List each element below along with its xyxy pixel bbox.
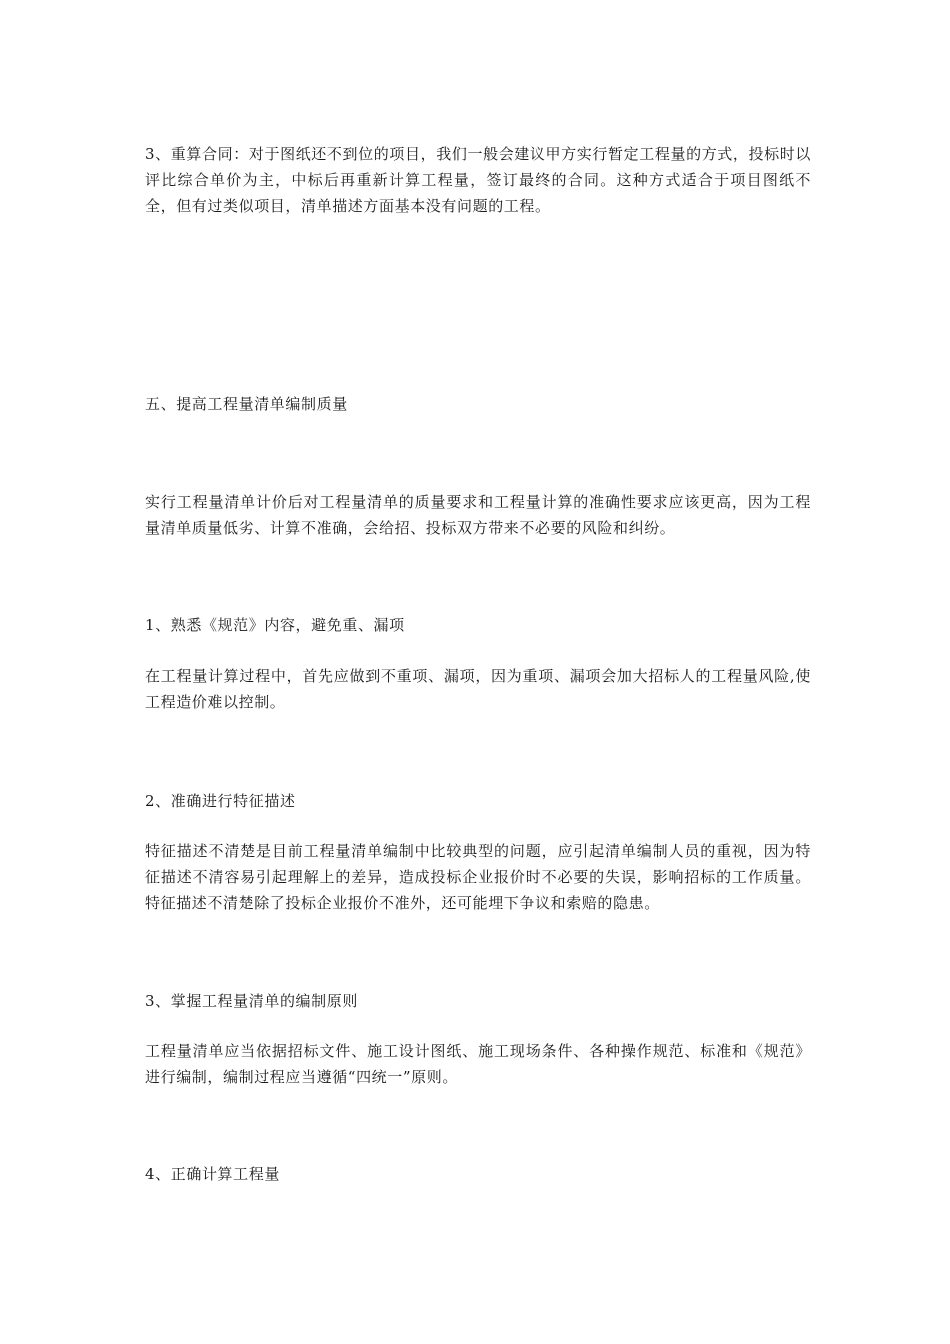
item-4-heading: 4、正确计算工程量 — [145, 1165, 280, 1183]
item-2-heading: 2、准确进行特征描述 — [145, 792, 296, 810]
section-5-intro-paragraph: 实行工程量清单计价后对工程量清单的质量要求和工程量计算的准确性要求应该更高，因为工程量清单质量低劣、计算不准确，会给招、投标双方带来不必要的风险和纠纷。 — [145, 493, 811, 537]
section-5-heading: 五、提高工程量清单编制质量 — [145, 395, 348, 413]
paragraph-contract-recalculation: 3、重算合同：对于图纸还不到位的项目，我们一般会建议甲方实行暂定工程量的方式，投标时以评比综合单价为主，中标后再重新计算工程量，签订最终的合同。这种方式适合于项目图纸不全，但有过类似项目，清单描述方面基本没有问题的工程。 — [145, 145, 811, 215]
item-1-heading: 1、熟悉《规范》内容，避免重、漏项 — [145, 616, 405, 634]
item-2-paragraph: 特征描述不清楚是目前工程量清单编制中比较典型的问题，应引起清单编制人员的重视，因为特征描述不清容易引起理解上的差异，造成投标企业报价时不必要的失误，影响招标的工作质量。特征描述不清楚除了投标企业报价不准外，还可能埋下争议和索赔的隐患。 — [145, 842, 811, 912]
item-1-paragraph: 在工程量计算过程中，首先应做到不重项、漏项，因为重项、漏项会加大招标人的工程量风险,使工程造价难以控制。 — [145, 667, 811, 711]
item-3-paragraph: 工程量清单应当依据招标文件、施工设计图纸、施工现场条件、各种操作规范、标准和《规范》进行编制，编制过程应当遵循“四统一”原则。 — [145, 1042, 811, 1086]
item-3-heading: 3、掌握工程量清单的编制原则 — [145, 992, 358, 1010]
